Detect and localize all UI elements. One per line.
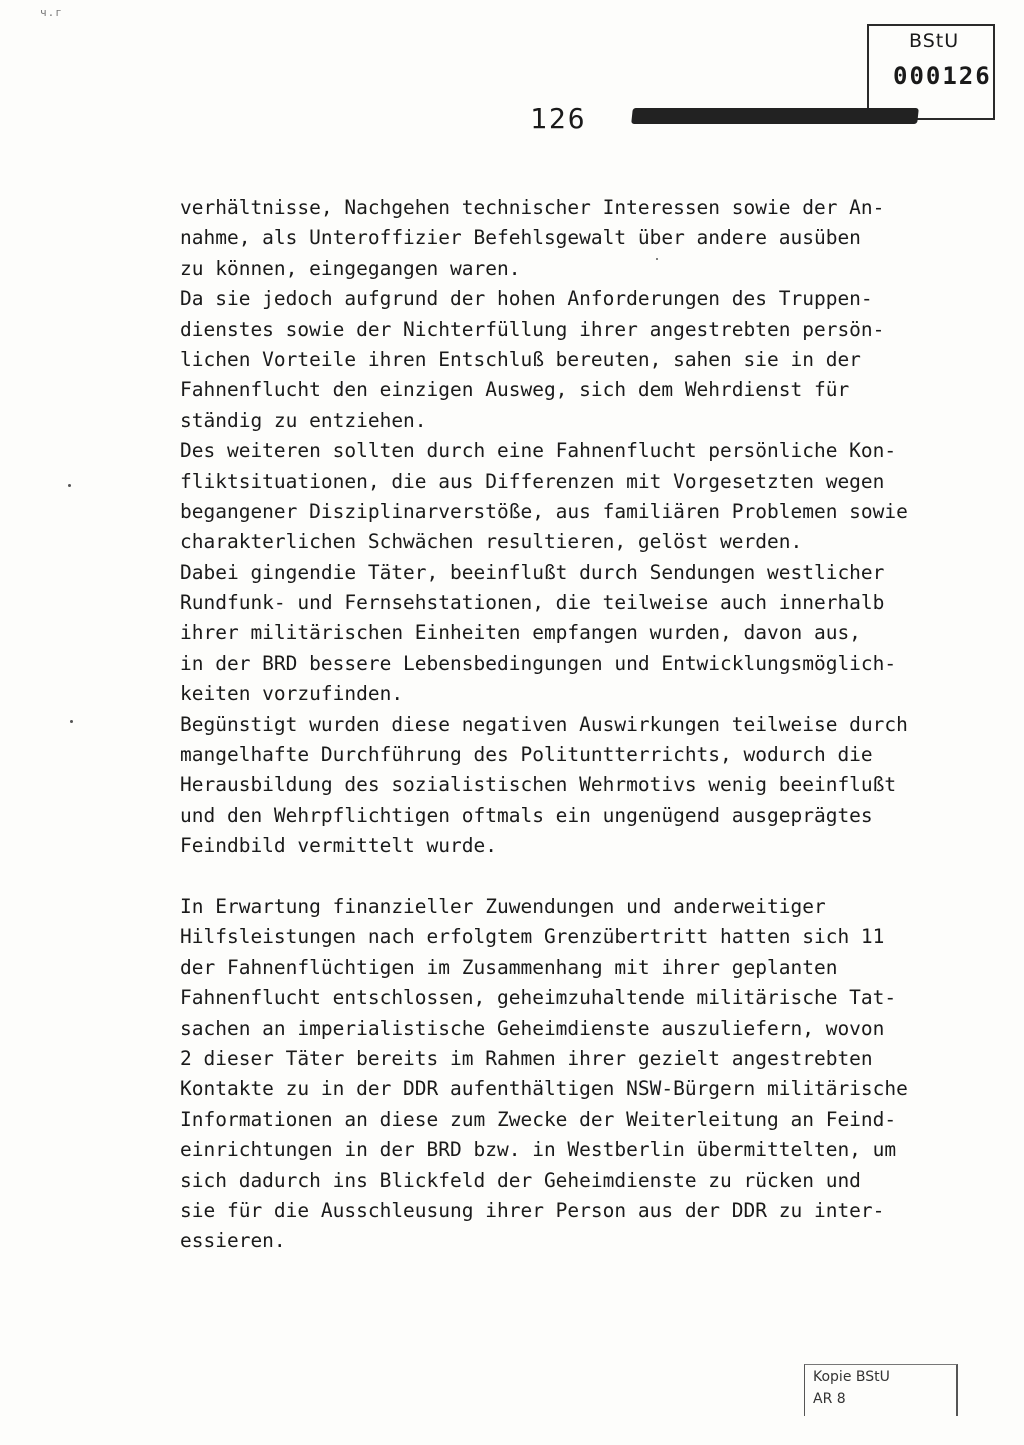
text-line: Hilfsleistungen nach erfolgtem Grenzübertritt hatten sich 11 — [180, 925, 885, 949]
text-line: sie für die Ausschleusung ihrer Person aus der DDR zu inter- — [180, 1198, 885, 1222]
text-line: der Fahnenflüchtigen im Zusammenhang mit ihrer geplanten — [180, 955, 838, 979]
text-line: verhältnisse, Nachgehen technischer Interessen sowie der An- — [180, 196, 885, 219]
text-line: Begünstigt wurden diese negativen Auswirkungen teilweise durch — [180, 712, 908, 736]
text-line: in der BRD bessere Lebensbedingungen und Entwicklungsmöglich- — [180, 651, 897, 675]
text-line: sachen an imperialistische Geheimdienste auszuliefern, wovon — [180, 1016, 885, 1040]
corner-handwritten-mark: ч.г — [40, 6, 63, 19]
text-line: In Erwartung finanzieller Zuwendungen und anderweitiger — [180, 894, 826, 918]
text-line: sich dadurch ins Blickfeld der Geheimdienste zu rücken und — [180, 1168, 861, 1192]
redaction-bar — [631, 108, 919, 124]
text-line: Herausbildung des sozialistischen Wehrmotivs wenig beeinflußt — [180, 773, 897, 797]
scan-speck — [70, 720, 73, 723]
text-line: keiten vorzufinden. — [180, 682, 404, 706]
page-number: 126 — [530, 102, 587, 135]
text-line: Fahnenflucht entschlossen, geheimzuhaltende militärische Tat- — [180, 986, 897, 1010]
text-line — [180, 862, 980, 892]
text-line: Fahnenflucht den einzigen Ausweg, sich dem Wehrdienst für — [180, 378, 850, 402]
text-line: ihrer militärischen Einheiten empfangen wurden, davon aus, — [180, 621, 861, 645]
text-line: dienstes sowie der Nichterfüllung ihrer angestrebten persön- — [180, 317, 885, 341]
text-line: essieren. — [180, 1229, 286, 1253]
text-line: Da sie jedoch aufgrund der hohen Anforderungen des Truppen- — [180, 287, 873, 311]
text-line: Dabei gingendie Täter, beeinflußt durch Sendungen westlicher — [180, 560, 885, 584]
copy-stamp — [804, 1364, 958, 1416]
text-line: Des weiteren sollten durch eine Fahnenflucht persönliche Kon- — [180, 439, 897, 463]
text-line: ständig zu entziehen. — [180, 408, 427, 432]
text-line: fliktsituationen, die aus Differenzen mit Vorgesetzten wegen — [180, 469, 885, 493]
text-line: zu können, eingegangen waren. — [180, 256, 521, 280]
bstu-archive-stamp — [867, 24, 995, 120]
text-line: charakterlichen Schwächen resultieren, gelöst werden. — [180, 530, 803, 554]
scan-speck — [68, 484, 71, 487]
text-line: begangener Disziplinarverstöße, aus familiären Problemen sowie — [180, 499, 908, 523]
scan-speck — [656, 258, 658, 260]
body-text — [180, 193, 980, 1257]
text-line: lichen Vorteile ihren Entschluß bereuten, sahen sie in der — [180, 347, 861, 371]
text-line: Kontakte zu in der DDR aufenthältigen NSW-Bürgern militärische — [180, 1077, 908, 1101]
text-line: und den Wehrpflichtigen oftmals ein ungenügend ausgeprägtes — [180, 803, 873, 827]
text-line: Rundfunk- und Fernsehstationen, die teilweise auch innerhalb — [180, 591, 885, 615]
stamp-number: 000126 — [893, 62, 992, 90]
text-line: Feindbild vermittelt wurde. — [180, 834, 497, 858]
text-line: nahme, als Unteroffizier Befehlsgewalt über andere ausüben — [180, 226, 861, 250]
copy-stamp-line1: Kopie BStU — [813, 1369, 890, 1385]
text-line: mangelhafte Durchführung des Polituntterrichts, wodurch die — [180, 743, 873, 767]
text-line: Informationen an diese zum Zwecke der Weiterleitung an Feind- — [180, 1107, 897, 1131]
stamp-label: BStU — [909, 30, 960, 52]
text-line: einrichtungen in der BRD bzw. in Westberlin übermittelten, um — [180, 1138, 897, 1162]
copy-stamp-line2: AR 8 — [813, 1391, 846, 1407]
text-line: 2 dieser Täter bereits im Rahmen ihrer gezielt angestrebten — [180, 1046, 873, 1070]
